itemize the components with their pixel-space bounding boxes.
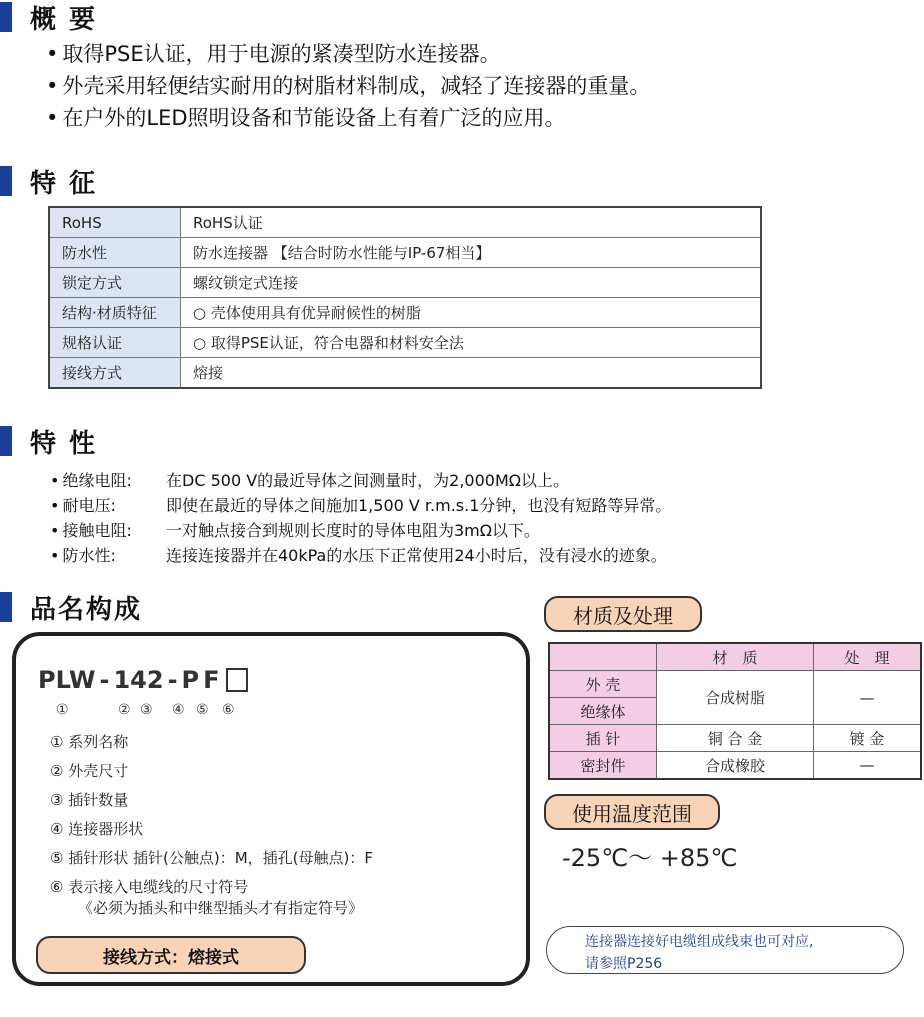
pn-marker: ② — [118, 702, 131, 718]
properties-list — [50, 468, 671, 568]
list-item: ⑥ 表示接入电缆线的尺寸符号 — [50, 878, 249, 896]
list-item: ② 外壳尺寸 — [50, 762, 129, 780]
table-header: 材 质 — [657, 643, 814, 671]
table-row — [49, 358, 761, 389]
feature-value: 熔接 — [181, 358, 762, 389]
treatment-value: — — [814, 671, 922, 725]
part-number-note: 《必须为插头和中继型插头才有指定符号》 — [78, 899, 364, 917]
wiring-label: 接线方式：熔接式 — [36, 936, 306, 974]
pn-marker: ⑤ — [196, 702, 209, 718]
list-item: ③ 插针数量 — [50, 791, 129, 809]
property-value: 即使在最近的导体之间施加1,500 V r.m.s.1分钟，也没有短路等异常。 — [166, 496, 672, 515]
materials-title: 材质及处理 — [544, 596, 702, 632]
features-title: 特 征 — [30, 168, 98, 199]
overview-bullet: • 外壳采用轻便结实耐用的树脂材料制成，减轻了连接器的重量。 — [46, 70, 650, 102]
table-row — [549, 671, 921, 698]
table-header-row — [549, 643, 921, 671]
pn-marker: ④ — [172, 702, 185, 718]
pn-marker: ③ — [140, 702, 153, 718]
feature-key: 接线方式 — [49, 358, 181, 389]
pn-cable-box — [226, 668, 248, 692]
pn-size-pins: 142 — [113, 666, 164, 694]
list-item — [50, 493, 671, 518]
pn-marker: ⑥ — [222, 702, 235, 718]
material-value: 合成树脂 — [657, 671, 814, 725]
temperature-range: -25℃～ +85℃ — [562, 844, 738, 872]
pn-dash: - — [99, 666, 110, 694]
overview-title: 概 要 — [30, 4, 98, 35]
table-header: 处 理 — [814, 643, 922, 671]
property-value: 一对触点接合到规则长度时的导体电阻为3mΩ以下。 — [166, 521, 540, 540]
temperature-title: 使用温度范围 — [544, 794, 720, 830]
reference-note-line: 连接器连接好电缆组成线束也可对应, — [585, 934, 814, 950]
part-number-code — [38, 666, 252, 694]
reference-note — [546, 926, 904, 974]
feature-value: ○ 取得PSE认证，符合电器和材料安全法 — [181, 328, 762, 358]
material-part: 外 壳 — [549, 671, 657, 698]
material-value: 合成橡胶 — [657, 752, 814, 780]
table-row — [549, 752, 921, 780]
list-item: ④ 连接器形状 — [50, 820, 144, 838]
table-row — [49, 328, 761, 358]
pn-contact: F — [203, 666, 220, 694]
part-number-header — [0, 590, 142, 624]
feature-value: 防水连接器 【结合时防水性能与IP-67相当】 — [181, 238, 762, 268]
overview-header — [0, 0, 97, 34]
table-header — [549, 643, 657, 671]
list-item — [50, 518, 671, 543]
pn-shape: P — [181, 666, 200, 694]
feature-key: 结构·材质特征 — [49, 298, 181, 328]
list-item: ① 系列名称 — [50, 733, 129, 751]
list-item: ⑤ 插针形状 插针(公触点)：M，插孔(母触点)：F — [50, 849, 373, 867]
overview-bullet: • 取得PSE认证，用于电源的紧凑型防水连接器。 — [46, 38, 650, 70]
pn-marker: ① — [56, 702, 69, 718]
part-number-box — [12, 632, 530, 986]
material-value: 铜 合 金 — [657, 725, 814, 752]
features-header — [0, 164, 97, 198]
table-row — [49, 268, 761, 298]
section-marker — [0, 426, 12, 456]
feature-key: 防水性 — [49, 238, 181, 268]
feature-key: 规格认证 — [49, 328, 181, 358]
feature-value: ○ 壳体使用具有优异耐候性的树脂 — [181, 298, 762, 328]
property-label: • 耐电压: — [50, 493, 166, 518]
property-label: • 绝缘电阻: — [50, 468, 166, 493]
properties-header — [0, 424, 97, 458]
reference-note-line: 请参照P256 — [585, 956, 663, 972]
part-number-title: 品名构成 — [30, 594, 143, 625]
overview-bullet: • 在户外的LED照明设备和节能设备上有着广泛的应用。 — [46, 102, 650, 134]
table-row — [549, 725, 921, 752]
pn-series: PLW — [38, 666, 96, 694]
materials-table — [548, 642, 922, 780]
feature-key: RoHS — [49, 207, 181, 238]
table-row — [49, 207, 761, 238]
property-label: • 防水性: — [50, 543, 166, 568]
feature-value: 螺纹锁定式连接 — [181, 268, 762, 298]
pn-dash: - — [167, 666, 178, 694]
property-label: • 接触电阻: — [50, 518, 166, 543]
list-item — [50, 468, 671, 493]
material-part: 插 针 — [549, 725, 657, 752]
part-number-items — [50, 728, 373, 923]
material-part: 密封件 — [549, 752, 657, 780]
features-table — [48, 206, 762, 389]
table-row — [49, 298, 761, 328]
properties-title: 特 性 — [30, 428, 98, 459]
section-marker — [0, 2, 12, 32]
material-part: 绝缘体 — [549, 698, 657, 725]
list-item — [50, 543, 671, 568]
overview-bullets — [46, 38, 650, 134]
feature-value: RoHS认证 — [181, 207, 762, 238]
property-value: 连接连接器并在40kPa的水压下正常使用24小时后，没有浸水的迹象。 — [166, 546, 667, 565]
section-marker — [0, 592, 12, 622]
treatment-value: 镀 金 — [814, 725, 922, 752]
section-marker — [0, 166, 12, 196]
table-row — [49, 238, 761, 268]
feature-key: 锁定方式 — [49, 268, 181, 298]
property-value: 在DC 500 V的最近导体之间测量时，为2,000MΩ以上。 — [166, 471, 569, 490]
treatment-value: — — [814, 752, 922, 780]
